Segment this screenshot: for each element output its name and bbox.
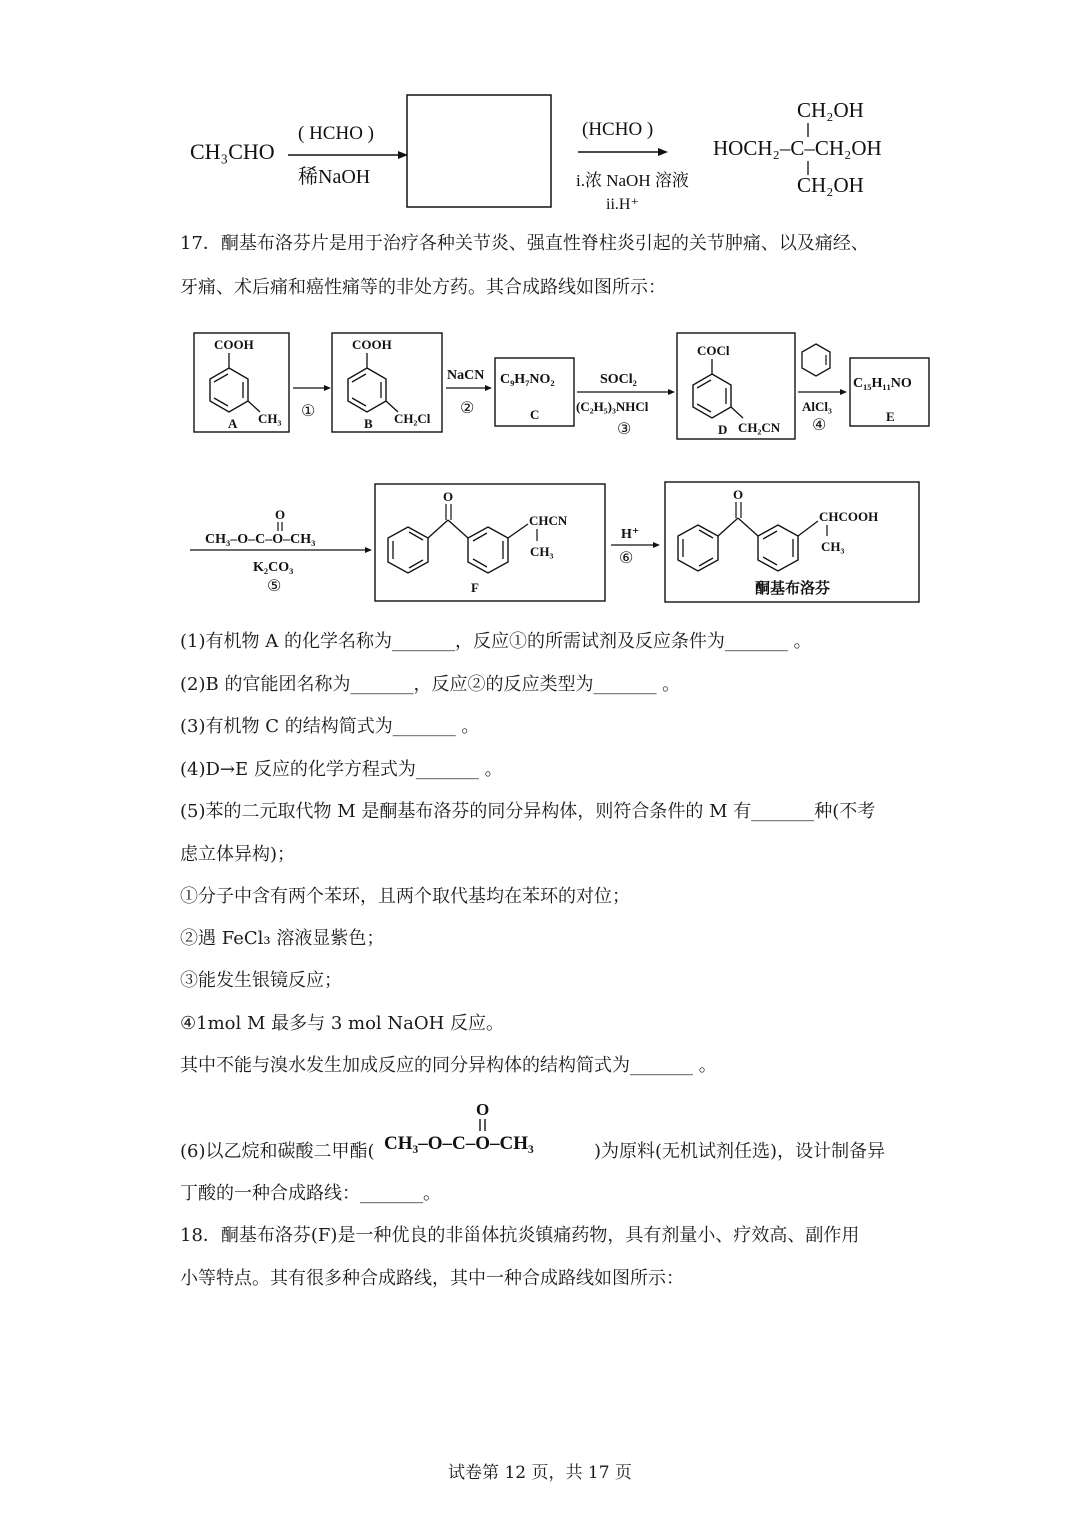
F-bond-carbonyl-right <box>448 520 468 538</box>
q18-line1: 18．酮基布洛芬(F)是一种优良的非甾体抗炎镇痛药物，具有剂量小、疗效高、副作用 <box>180 1225 860 1246</box>
A-cooh: COOH <box>214 337 254 352</box>
q17-condition-4: ④1mol M 最多与 3 mol NaOH 反应。 <box>180 1013 505 1034</box>
q17-sub4: (4)D→E 反应的化学方程式为_______ 。 <box>180 759 503 780</box>
arrow-2-head <box>485 385 492 391</box>
B-benzene-ring <box>348 368 386 412</box>
q17-condition-3: ③能发生银镜反应； <box>180 970 342 991</box>
step1-reagent-below: 稀NaOH <box>298 166 371 188</box>
F-ch3: CH₃ <box>530 544 554 559</box>
F-bond-left-carbonyl <box>428 520 448 538</box>
step2-arrow-head <box>658 148 668 156</box>
F-ring-right <box>468 527 508 573</box>
K-left-double-3 <box>699 530 713 538</box>
product-bottom-group: CH₂OH <box>797 173 864 197</box>
box-F <box>375 484 605 601</box>
step1-reagent-above: ( HCHO ) <box>298 123 374 144</box>
q17-scheme-row2 <box>185 478 925 608</box>
A-label: A <box>228 416 238 431</box>
arrow-4-head <box>840 389 847 395</box>
D-label: D <box>718 422 728 437</box>
q17-sub2: (2)B 的官能团名称为_______，反应②的反应类型为_______ 。 <box>180 674 681 695</box>
step4-number: ④ <box>812 417 827 434</box>
K-left-double-2 <box>699 558 713 566</box>
step5-reagent: CH₃–O–C–O–CH₃ <box>205 532 316 547</box>
sub6-formula: CH₃–O–C–O–CH₃ <box>384 1133 534 1154</box>
arrow-5-head <box>365 547 372 553</box>
step6-reagent: H⁺ <box>621 527 640 542</box>
E-label: E <box>886 409 895 424</box>
K-ch3: CH₃ <box>821 539 845 554</box>
top-reaction-scheme <box>180 85 920 220</box>
step1-number: ① <box>301 403 316 420</box>
B-cooh: COOH <box>352 337 392 352</box>
arrow-6-head <box>653 542 660 548</box>
arrow-1-head <box>324 385 331 391</box>
q17-sub6-line2: 丁酸的一种合成路线：_______。 <box>180 1183 441 1204</box>
B-ch2cl: CH₂Cl <box>394 411 431 426</box>
arrow-3-head <box>668 389 675 395</box>
step5-number: ⑤ <box>267 578 282 595</box>
sub6-formula-oxygen: O <box>476 1100 490 1119</box>
A-benzene-ring <box>210 368 248 412</box>
F-label: F <box>471 580 479 595</box>
step5-reagent-2: K₂CO₃ <box>253 560 294 575</box>
step6-number: ⑥ <box>619 550 634 567</box>
product-top-group: CH₂OH <box>797 98 864 122</box>
F-left-double-2 <box>409 560 423 568</box>
q17-sub5-end: 其中不能与溴水发生加成反应的同分异构体的结构简式为_______ 。 <box>180 1055 717 1076</box>
q17-sub5-line1: (5)苯的二元取代物 M 是酮基布洛芬的同分异构体，则符合条件的 M 有_______种(不考 <box>180 801 876 822</box>
F-chcn: CHCN <box>529 513 568 528</box>
step4-reagent: AlCl₃ <box>802 399 832 414</box>
K-ring-left <box>678 525 718 571</box>
step5-reagent-o: O <box>275 507 286 522</box>
q17-intro-line2: 牙痛、术后痛和癌性痛等的非处方药。其合成路线如图所示： <box>180 277 666 298</box>
product-main-chain: HOCH₂–C–CH₂OH <box>713 136 882 160</box>
step3-reagent-2: (C₂H₅)₃NHCl <box>576 399 649 414</box>
step2-reagent-above: (HCHO ) <box>582 119 654 140</box>
step3-reagent-1: SOCl₂ <box>600 372 637 387</box>
B-label: B <box>364 416 373 431</box>
D-cocl: COCl <box>697 343 730 358</box>
C-label: C <box>530 407 540 422</box>
q18-line2: 小等特点。其有很多种合成路线，其中一种合成路线如图所示： <box>180 1268 684 1289</box>
q17-sub3: (3)有机物 C 的结构简式为_______ 。 <box>180 716 480 737</box>
K-oxygen: O <box>733 487 744 502</box>
q17-sub5-line2: 虑立体异构)； <box>180 844 296 865</box>
sub6-inline-formula <box>378 1097 598 1165</box>
D-benzene-ring <box>693 374 731 418</box>
D-bond-ch2cn <box>731 407 743 418</box>
q17-sub6-pre: (6)以乙烷和碳酸二甲酯( <box>180 1141 375 1162</box>
q17-condition-2: ②遇 FeCl₃ 溶液显紫色； <box>180 928 385 949</box>
F-oxygen: O <box>443 489 454 504</box>
D-ch2cn: CH₂CN <box>738 420 781 435</box>
K-bond-carbonyl-right <box>738 518 758 536</box>
step2-reagent-below-2: ii.H⁺ <box>606 196 639 213</box>
step2-reagent: NaCN <box>447 368 485 383</box>
page-footer: 试卷第 12 页，共 17 页 <box>448 1463 632 1483</box>
step2-number: ② <box>460 400 475 417</box>
q17-sub6-post: )为原料(无机试剂任选)，设计制备异 <box>594 1141 886 1162</box>
reactant-acetaldehyde: CH₃CHO <box>190 139 275 164</box>
E-formula: C₁₅H₁₁NO <box>853 376 912 391</box>
C-formula: C₉H₇NO₂ <box>500 372 555 387</box>
q17-scheme-row1 <box>190 330 935 445</box>
K-ring-right <box>758 525 798 571</box>
step3-number: ③ <box>617 421 632 438</box>
F-ring-left <box>388 527 428 573</box>
K-chcooh: CHCOOH <box>819 509 879 524</box>
A-ch3: CH₃ <box>258 411 282 426</box>
F-bond-side <box>508 524 528 538</box>
K-bond-side <box>798 521 818 536</box>
K-label: 酮基布洛芬 <box>755 581 831 597</box>
q17-condition-1: ①分子中含有两个苯环，且两个取代基均在苯环的对位； <box>180 886 630 907</box>
q17-sub1: (1)有机物 A 的化学名称为_______，反应①的所需试剂及反应条件为_______ 。 <box>180 631 812 652</box>
F-left-double-3 <box>409 532 423 540</box>
K-bond-left-carbonyl <box>718 518 738 536</box>
step2-reagent-below-1: i.浓 NaOH 溶液 <box>576 171 689 190</box>
q17-intro-line1: 17．酮基布洛芬片是用于治疗各种关节炎、强直性脊柱炎引起的关节肿痛、以及痛经、 <box>180 233 869 254</box>
blank-box <box>407 95 551 207</box>
